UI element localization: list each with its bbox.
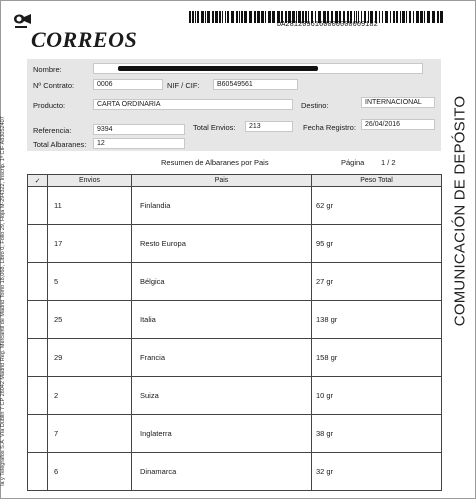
barcode-bar	[205, 11, 206, 23]
table-row	[28, 301, 442, 339]
barcode-bar	[219, 11, 221, 23]
redacted-name	[118, 66, 318, 71]
row-peso: 10 gr	[312, 377, 442, 415]
nombre-field	[93, 63, 423, 74]
barcode-bar	[222, 11, 223, 23]
legal-side-text	[0, 111, 13, 491]
countries-table	[27, 174, 442, 491]
table-row	[28, 339, 442, 377]
envios-header: Envios	[48, 175, 132, 187]
barcode-bar	[241, 11, 243, 23]
barcode-bar	[265, 11, 266, 23]
fecha-registro-label: Fecha Registro:	[303, 123, 356, 132]
row-check-cell	[28, 377, 48, 415]
brand-name: CORREOS	[31, 27, 138, 52]
barcode-bar	[215, 11, 218, 23]
row-envios: 7	[48, 415, 132, 453]
table-header-row	[28, 175, 442, 187]
pais-header: Pais	[132, 175, 312, 187]
barcode-bar	[272, 11, 275, 23]
table-row	[28, 187, 442, 225]
barcode-number: DA2812096160000000009182	[277, 21, 378, 29]
row-envios: 29	[48, 339, 132, 377]
row-check-cell	[28, 225, 48, 263]
document-type-title: COMUNICACIÓN DE DEPÓSITO	[451, 95, 469, 327]
row-envios: 2	[48, 377, 132, 415]
row-pais: Finlandia	[132, 187, 312, 225]
destino-field: INTERNACIONAL	[361, 97, 435, 108]
barcode-bar	[424, 11, 425, 23]
destino-label: Destino:	[301, 101, 329, 110]
row-check-cell	[28, 339, 48, 377]
row-envios: 11	[48, 187, 132, 225]
barcode-bar	[406, 11, 407, 23]
barcode-bar	[437, 11, 439, 23]
barcode-bar	[379, 11, 380, 23]
barcode-bar	[420, 11, 423, 23]
row-peso: 27 gr	[312, 263, 442, 301]
total-albaranes-label: Total Albaranes:	[33, 140, 87, 149]
total-envios-field: 213	[245, 121, 293, 132]
total-envios-label: Total Envios:	[193, 123, 236, 132]
barcode-bar	[390, 11, 391, 23]
nombre-label: Nombre:	[33, 65, 62, 74]
barcode-bar	[413, 11, 414, 23]
row-pais: Inglaterra	[132, 415, 312, 453]
barcode-bar	[382, 11, 383, 23]
barcode-bar	[385, 11, 388, 23]
barcode-bar	[261, 11, 264, 23]
nif-field: B60549561	[213, 79, 298, 90]
row-peso: 138 gr	[312, 301, 442, 339]
pagina-value: 1 / 2	[381, 158, 396, 167]
table-body	[28, 187, 442, 491]
barcode-bar	[393, 11, 395, 23]
referencia-field: 9394	[93, 124, 185, 135]
barcode-bar	[402, 11, 405, 23]
summary-title: Resumen de Albaranes por Pais	[161, 158, 269, 167]
peso-header: Peso Total	[312, 175, 442, 187]
barcode-bar	[189, 11, 191, 23]
row-pais: Resto Europa	[132, 225, 312, 263]
barcode-bar	[400, 11, 401, 23]
fecha-registro-field: 26/04/2016	[361, 119, 435, 130]
contrato-label: Nº Contrato:	[33, 81, 75, 90]
barcode-bar	[239, 11, 240, 23]
barcode-bar	[201, 11, 204, 23]
barcode-bar	[409, 11, 411, 23]
contrato-field: 0006	[93, 79, 163, 90]
legal-text: la y Telégrafos S.A. Vía Dublin 7 CP 28042 Madrid Reg. Mercantil de Madrid Tomo 18,068, Libro 0, Folio 29, Hoja M-294322, Inscrip. 1ª CIF A83052407	[0, 116, 6, 486]
barcode-bar	[416, 11, 419, 23]
total-albaranes-field: 12	[93, 138, 185, 149]
row-envios: 5	[48, 263, 132, 301]
row-check-cell	[28, 301, 48, 339]
header-panel	[27, 59, 441, 151]
table-row	[28, 415, 442, 453]
barcode-bar	[244, 11, 247, 23]
row-check-cell	[28, 415, 48, 453]
table-row	[28, 453, 442, 491]
row-peso: 62 gr	[312, 187, 442, 225]
row-peso: 158 gr	[312, 339, 442, 377]
barcode-bar	[197, 11, 199, 23]
correos-logo	[11, 11, 141, 51]
table-row	[28, 225, 442, 263]
table-row	[28, 263, 442, 301]
producto-label: Producto:	[33, 101, 66, 110]
barcode-bar	[192, 11, 194, 23]
row-pais: Italia	[132, 301, 312, 339]
barcode-bar	[227, 11, 229, 23]
barcode-bar	[396, 11, 398, 23]
barcode-bar	[254, 11, 256, 23]
row-check-cell	[28, 187, 48, 225]
row-pais: Francia	[132, 339, 312, 377]
check-header: ✓	[28, 175, 48, 187]
barcode-bar	[257, 11, 260, 23]
row-envios: 17	[48, 225, 132, 263]
barcode-bar	[432, 11, 435, 23]
barcode-bar	[225, 11, 226, 23]
row-pais: Dinamarca	[132, 453, 312, 491]
table-row	[28, 377, 442, 415]
barcode-bar	[231, 11, 234, 23]
barcode-bar	[207, 11, 210, 23]
barcode-bar	[249, 11, 252, 23]
barcode-bar	[268, 11, 271, 23]
barcode-bar	[427, 11, 430, 23]
row-check-cell	[28, 263, 48, 301]
row-pais: Suiza	[132, 377, 312, 415]
nif-label: NIF / CIF:	[167, 81, 200, 90]
producto-field: CARTA ORDINARIA	[93, 99, 293, 110]
barcode-bar	[212, 11, 214, 23]
pagina-label: Página	[341, 158, 365, 167]
row-peso: 32 gr	[312, 453, 442, 491]
row-pais: Bélgica	[132, 263, 312, 301]
row-peso: 95 gr	[312, 225, 442, 263]
barcode-bar	[195, 11, 196, 23]
row-envios: 6	[48, 453, 132, 491]
barcode-bar	[440, 11, 443, 23]
row-envios: 25	[48, 301, 132, 339]
row-check-cell	[28, 453, 48, 491]
referencia-label: Referencia:	[33, 126, 72, 135]
barcode-bar	[236, 11, 238, 23]
row-peso: 38 gr	[312, 415, 442, 453]
document-type-side	[445, 61, 475, 361]
